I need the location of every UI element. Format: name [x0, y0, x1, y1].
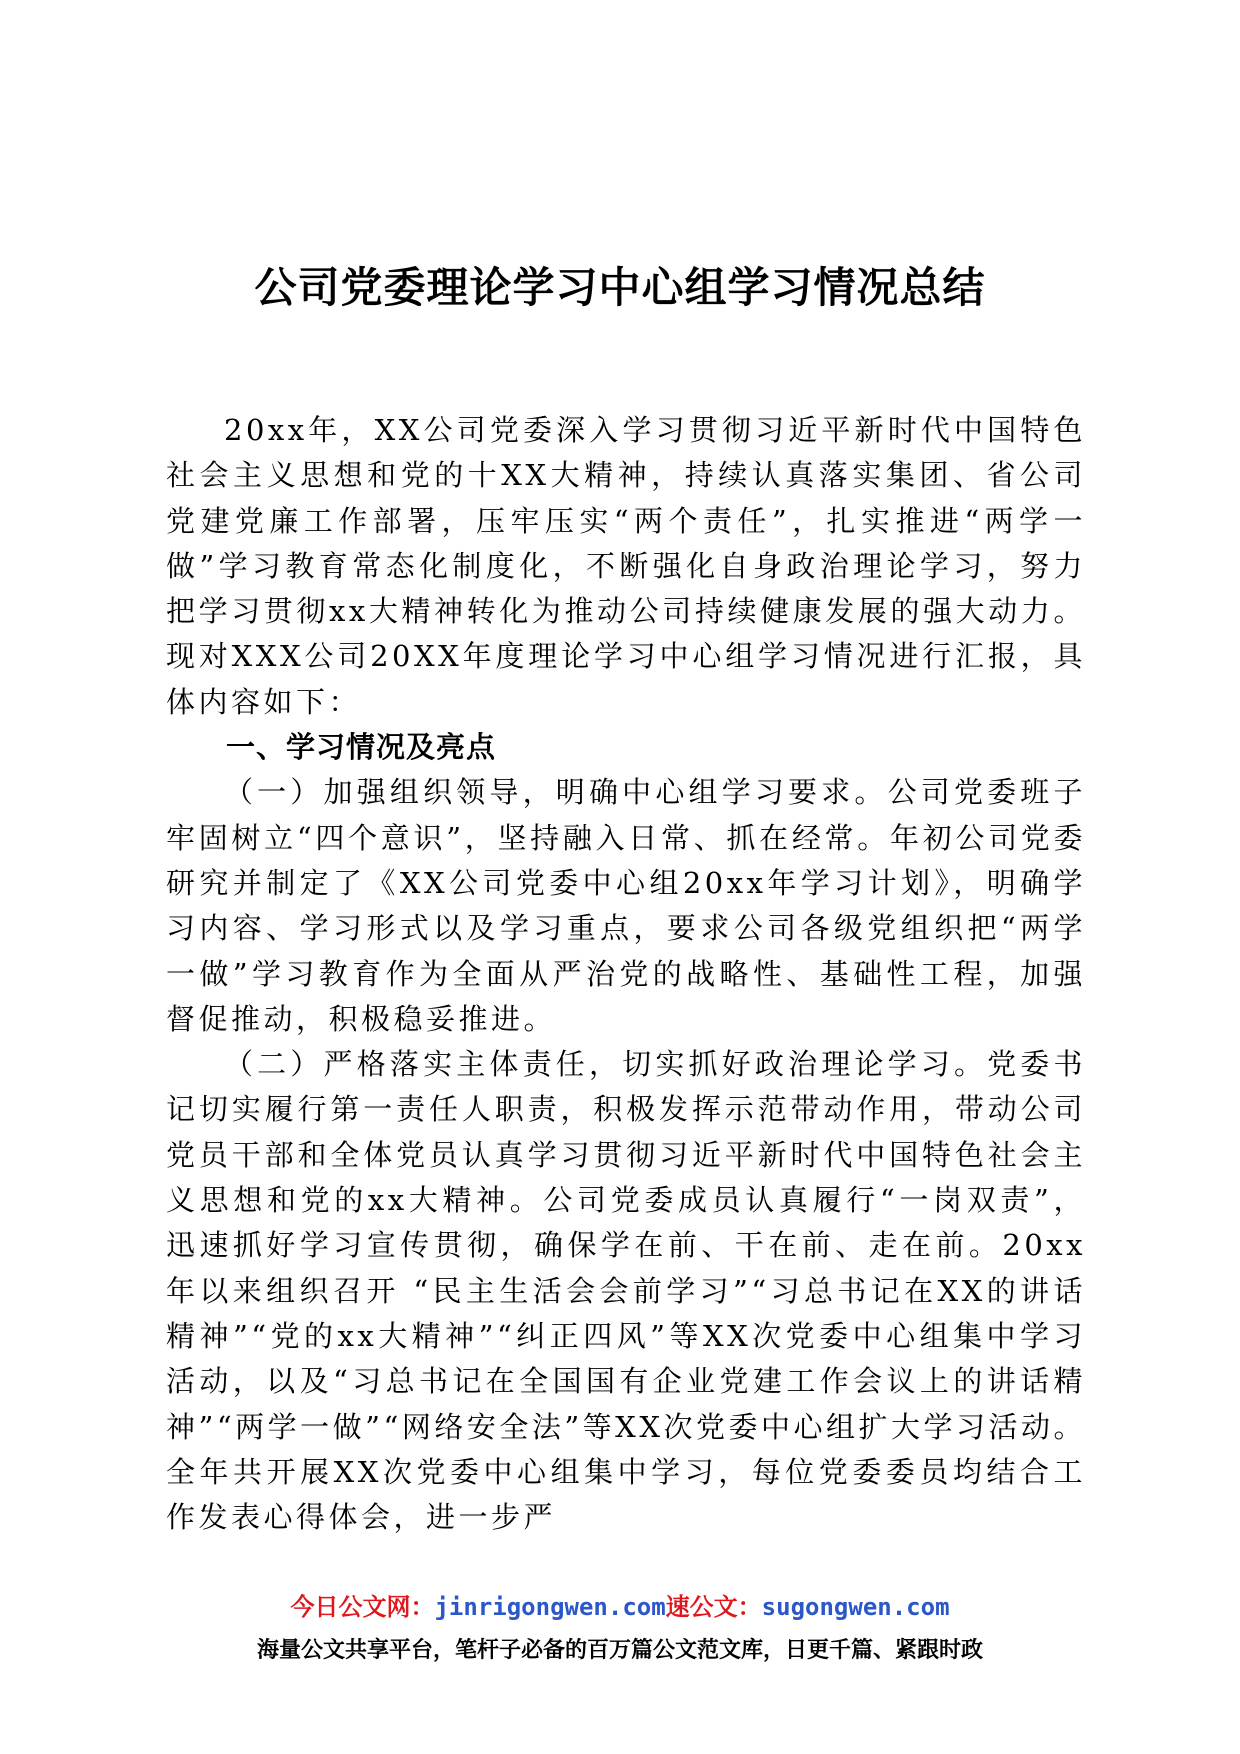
intro-paragraph: 20xx年，XX公司党委深入学习贯彻习近平新时代中国特色社会主义思想和党的十XX大精神，持续认真落实集团、省公司党建党廉工作部署，压牢压实“两个责任”，扎实推进“两学一做”学习教育常态化制度化，不断强化自身政治理论学习，努力把学习贯彻xx大精神转化为推动公司持续健康发展的强大动力。现对XXX公司20XX年度理论学习中心组学习情况进行汇报，具体内容如下： — [166, 413, 1086, 719]
site2-url-link[interactable]: sugongwen.com — [761, 1593, 950, 1621]
footer-tagline: 海量公文共享平台，笔杆子必备的百万篇公文范文库，日更千篇、紧跟时政 — [256, 1638, 983, 1663]
section-heading: 一、学习情况及亮点 — [226, 730, 497, 765]
footer-sites — [0, 1590, 1240, 1624]
document-title: 公司党委理论学习中心组学习情况总结 — [254, 263, 986, 312]
site1-name: 今日公文网： — [290, 1593, 435, 1621]
footer-banner — [0, 1590, 1240, 1666]
document-body — [166, 408, 1086, 1540]
body-paragraph: （一）加强组织领导，明确中心组学习要求。公司党委班子牢固树立“四个意识”，坚持融入日常、抓在经常。年初公司党委研究并制定了《XX公司党委中心组20xx年学习计划》，明确学习内容、学习形式以及学习重点，要求公司各级党组织把“两学一做”学习教育作为全面从严治党的战略性、基础性工程，加强督促推动，积极稳妥推进。 — [166, 775, 1086, 1036]
body-paragraph: （二）严格落实主体责任，切实抓好政治理论学习。党委书记切实履行第一责任人职责，积极发挥示范带动作用，带动公司党员干部和全体党员认真学习贯彻习近平新时代中国特色社会主义思想和党的xx大精神。公司党委成员认真履行“一岗双责”，迅速抓好学习宣传贯彻，确保学在前、干在前、走在前。20xx年以来组织召开 “民主生活会会前学习”“习总书记在XX的讲话精神”“党的xx大精神”“纠正四风”等XX次党委中心组集中学习活动，以及“习总书记在全国国有企业党建工作会议上的讲话精神”“两学一做”“网络安全法”等XX次党委中心组扩大学习活动。全年共开展XX次党委中心组集中学习，每位党委委员均结合工作发表心得体会，进一步严 — [166, 1047, 1086, 1535]
site2-name: 速公文： — [665, 1593, 762, 1621]
site1-url-link[interactable]: jinrigongwen.com — [434, 1593, 666, 1621]
